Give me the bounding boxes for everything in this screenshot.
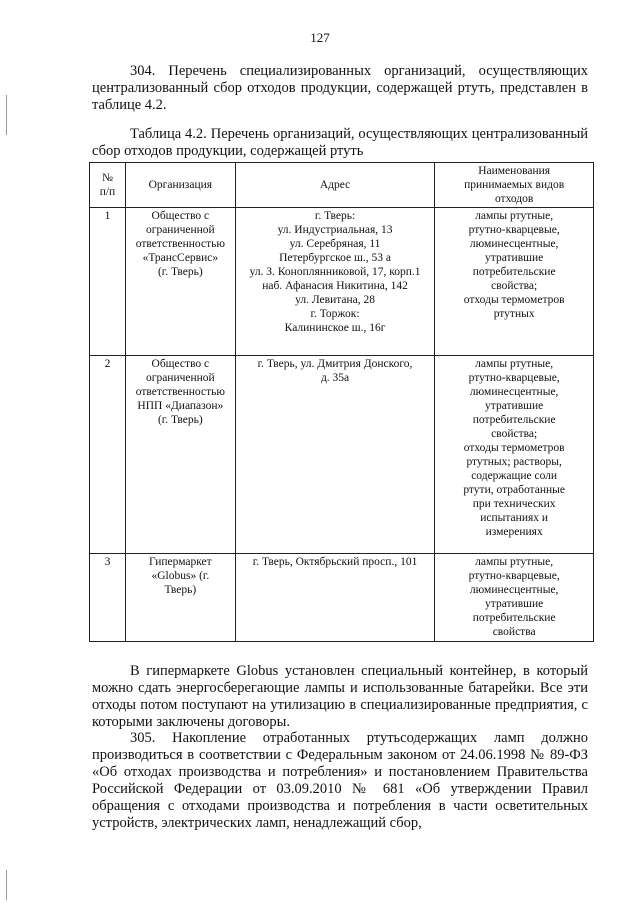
row-address: г. Тверь: ул. Индустриальная, 13 ул. Серебряная, 11 Петербургское ш., 53 а ул. З. Коноплянниковой, 17, корп.1 наб. Афанасия Никитина, 142 ул. Левитана, 28 г. Торжок: Калининское ш., 16г — [235, 208, 434, 356]
row-number: 3 — [90, 554, 126, 642]
table-row — [90, 356, 594, 554]
paragraph-304: 304. Перечень специализированных организаций, осуществляющих централизованный сбор отходов продукции, содержащей ртуть, представлен в таблице 4.2. — [92, 63, 588, 113]
table-row — [90, 208, 594, 356]
row-number: 2 — [90, 356, 126, 554]
header-organization: Организация — [125, 163, 235, 208]
table-caption: Таблица 4.2. Перечень организаций, осуществляющих централизованный сбор отходов продукции, содержащей ртуть — [92, 126, 588, 159]
page-number: 127 — [310, 30, 330, 45]
scan-margin-mark — [6, 870, 7, 900]
organizations-table — [89, 162, 594, 642]
paragraph-globus: В гипермаркете Globus установлен специальный контейнер, в который можно сдать энергосберегающие лампы и использованные батарейки. Все эти отходы потом поступают на утилизацию в специализированные предприятия, с которыми заключены договоры. — [92, 663, 588, 730]
row-organization: Общество с ограниченной ответственностью «ТрансСервис» (г. Тверь) — [125, 208, 235, 356]
header-address: Адрес — [235, 163, 434, 208]
header-waste-types: Наименования принимаемых видов отходов — [435, 163, 594, 208]
table-header-row — [90, 163, 594, 208]
row-organization: Гипермаркет «Globus» (г. Тверь) — [125, 554, 235, 642]
row-address: г. Тверь, Октябрьский просп., 101 — [235, 554, 434, 642]
scan-margin-mark — [6, 95, 7, 135]
row-address: г. Тверь, ул. Дмитрия Донского, д. 35а — [235, 356, 434, 554]
table-row — [90, 554, 594, 642]
paragraph-305: 305. Накопление отработанных ртутьсодержащих ламп должно производиться в соответствии с Федеральным законом от 24.06.1998 № 89-ФЗ «Об отходах производства и потребления» и постановлением Правительства Российской Федерации от 03.09.2010 № 681 «Об утверждении Правил обращения с отходами производства и потребления в части осветительных устройств, электрических ламп, ненадлежащий сбор, — [92, 730, 588, 831]
row-organization: Общество с ограниченной ответственностью НПП «Диапазон» (г. Тверь) — [125, 356, 235, 554]
row-waste-types: лампы ртутные, ртутно-кварцевые, люминесцентные, утратившие потребительские свойства — [435, 554, 594, 642]
row-number: 1 — [90, 208, 126, 356]
header-number: № п/п — [90, 163, 126, 208]
row-waste-types: лампы ртутные, ртутно-кварцевые, люминесцентные, утратившие потребительские свойства; отходы термометров ртутных; растворы, содержащие соли ртути, отработанные при технических испытаниях и измерениях — [435, 356, 594, 554]
row-waste-types: лампы ртутные, ртутно-кварцевые, люминесцентные, утратившие потребительские свойства; отходы термометров ртутных — [435, 208, 594, 356]
